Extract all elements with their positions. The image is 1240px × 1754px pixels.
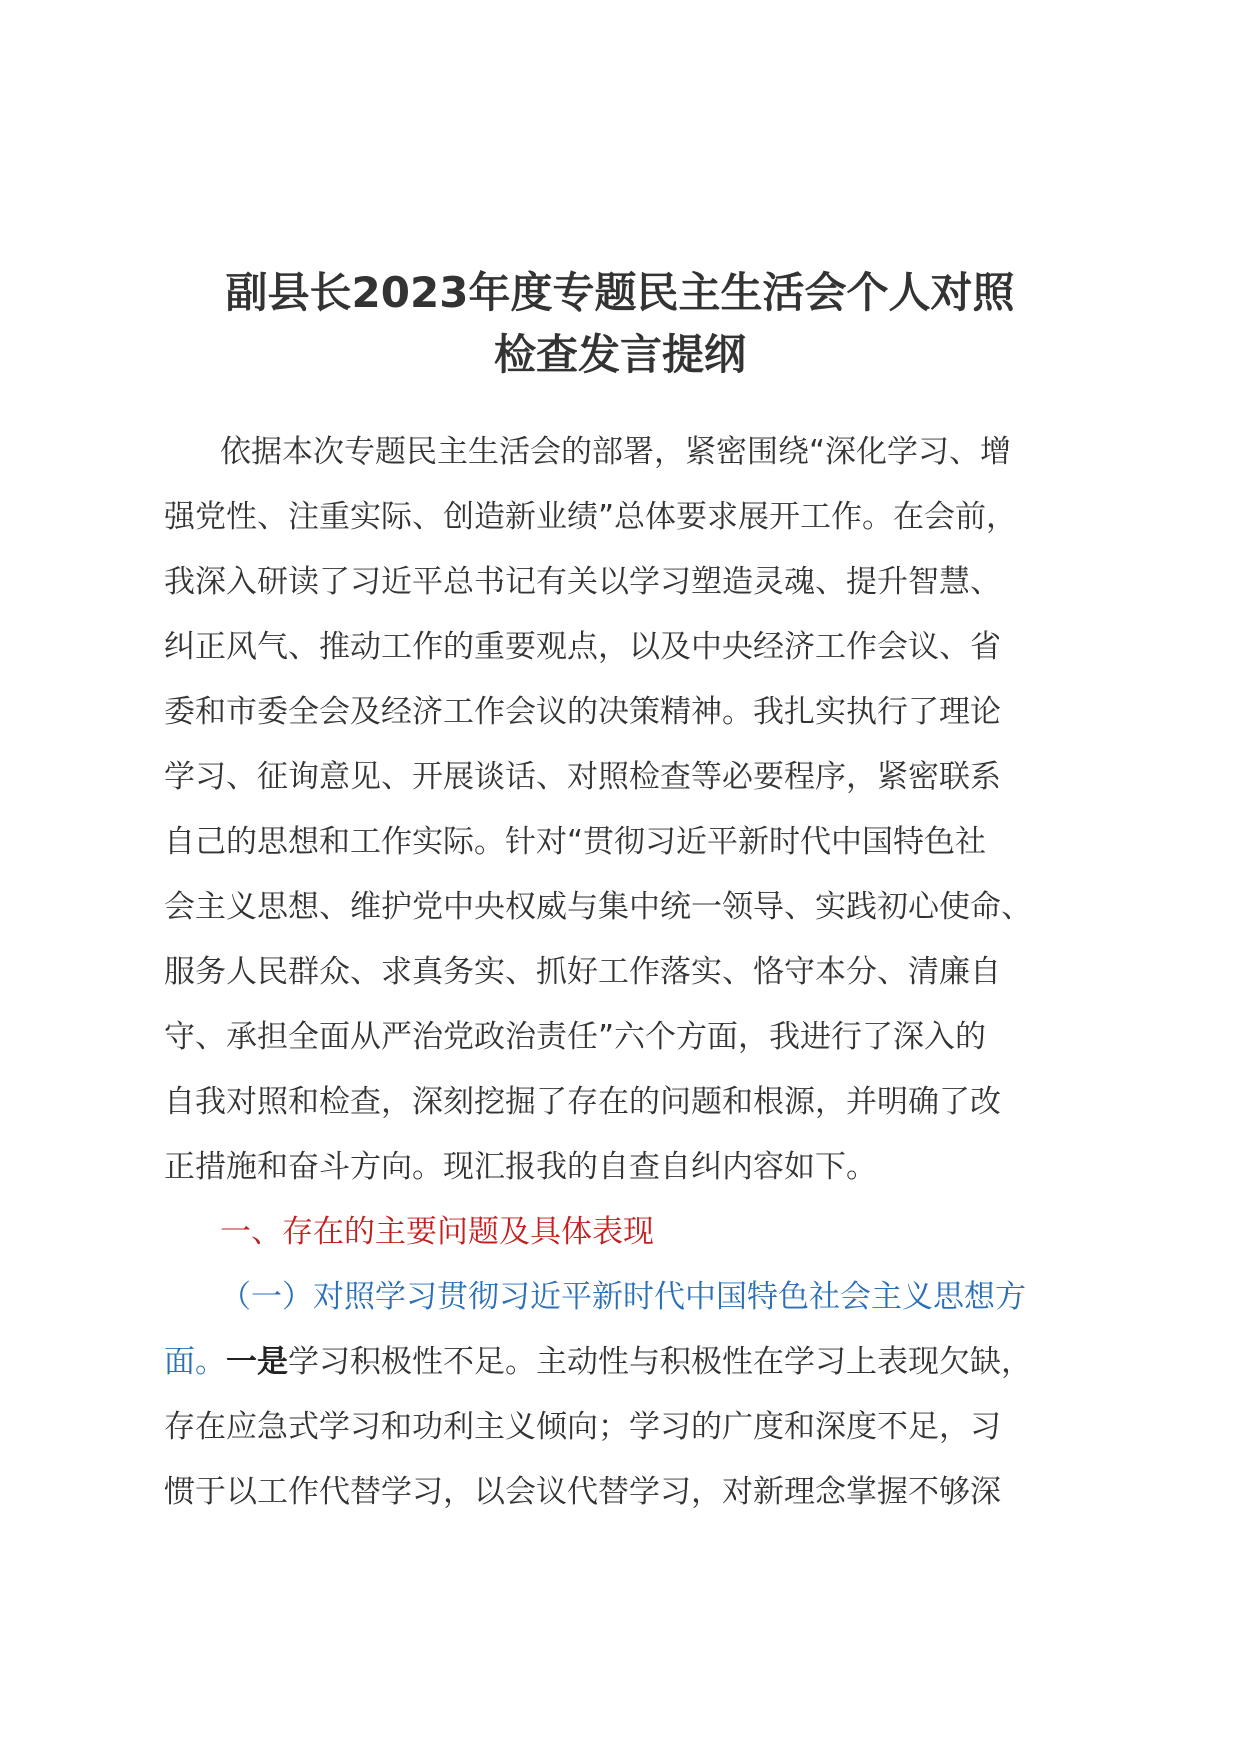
subsection-heading-1: （一）对照学习贯彻习近平新时代中国特色社会主义思想方 [220,1279,1026,1315]
paragraph-line: 强党性、注重实际、创造新业绩”总体要求展开工作。在会前， [164,499,1018,535]
paragraph-line: 存在应急式学习和功利主义倾向；学习的广度和深度不足，习 [164,1409,1001,1445]
paragraph-line: 服务人民群众、求真务实、抓好工作落实、恪守本分、清廉自 [164,954,1001,990]
document-body [164,420,1088,1525]
point-text: 学习积极性不足。主动性与积极性在学习上表现欠缺， [288,1344,1032,1380]
paragraph-line: 我深入研读了习近平总书记有关以学习塑造灵魂、提升智慧、 [164,564,1001,600]
paragraph-line: 自我对照和检查，深刻挖掘了存在的问题和根源，并明确了改 [164,1084,1001,1120]
paragraph-line: 学习、征询意见、开展谈话、对照检查等必要程序，紧密联系 [164,759,1001,795]
paragraph-line: 纠正风气、推动工作的重要观点，以及中央经济工作会议、省 [164,629,1001,665]
title-line-2: 检查发言提纲 [493,330,746,379]
paragraph-line: 会主义思想、维护党中央权威与集中统一领导、实践初心使命、 [164,889,1032,925]
title-line-1: 副县长2023年度专题民主生活会个人对照 [225,268,1015,317]
document-title [150,262,1090,386]
paragraph-line: 正措施和奋斗方向。现汇报我的自查自纠内容如下。 [164,1149,877,1185]
section-heading-1: 一、存在的主要问题及具体表现 [220,1214,654,1250]
paragraph-line: 惯于以工作代替学习，以会议代替学习，对新理念掌握不够深 [164,1474,1001,1510]
paragraph-line: 守、承担全面从严治党政治责任”六个方面，我进行了深入的 [164,1019,987,1055]
point-label: 一是 [226,1344,288,1380]
paragraph-line: 自己的思想和工作实际。针对“贯彻习近平新时代中国特色社 [164,824,987,860]
subsection-heading-1-end: 面。 [164,1344,226,1380]
paragraph-line [164,1330,1088,1395]
paragraph-line: 依据本次专题民主生活会的部署，紧密围绕“深化学习、增 [220,434,1012,470]
paragraph-line: 委和市委全会及经济工作会议的决策精神。我扎实执行了理论 [164,694,1001,730]
